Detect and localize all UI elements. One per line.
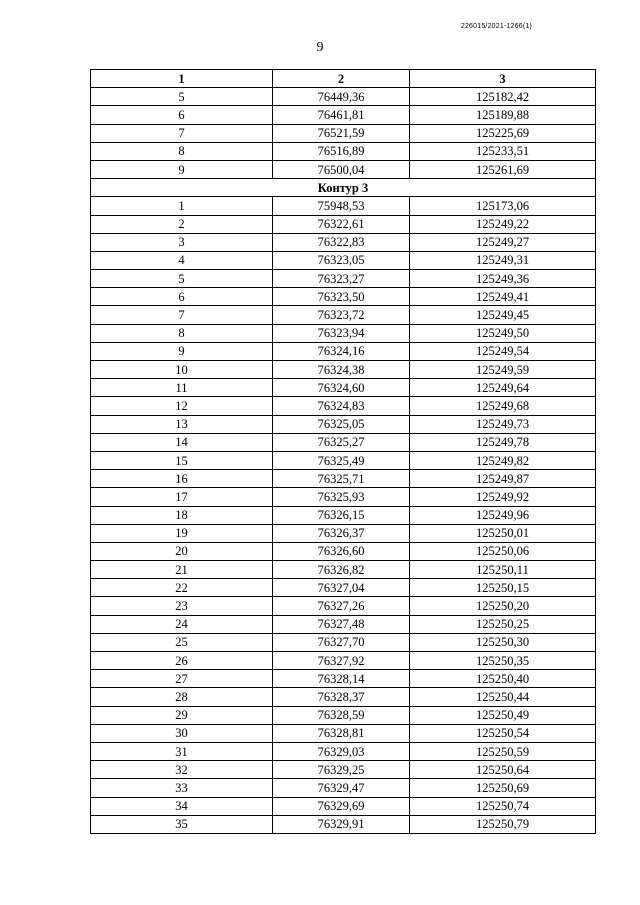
column-header: 1 [91,70,273,88]
y-coordinate-cell: 125250,40 [410,670,596,688]
y-coordinate-cell: 125250,69 [410,779,596,797]
table-row [91,742,596,760]
point-number-cell: 30 [91,724,273,742]
y-coordinate-cell: 125249,82 [410,451,596,469]
table-row [91,415,596,433]
table-row [91,142,596,160]
point-number-cell: 13 [91,415,273,433]
point-number-cell: 28 [91,688,273,706]
x-coordinate-cell: 76328,59 [273,706,410,724]
y-coordinate-cell: 125189,88 [410,106,596,124]
point-number-cell: 32 [91,761,273,779]
x-coordinate-cell: 76328,37 [273,688,410,706]
y-coordinate-cell: 125249,87 [410,470,596,488]
x-coordinate-cell: 76325,27 [273,433,410,451]
x-coordinate-cell: 76449,36 [273,88,410,106]
point-number-cell: 7 [91,306,273,324]
point-number-cell: 5 [91,88,273,106]
x-coordinate-cell: 76324,60 [273,379,410,397]
document-id: 226015/2021-1266(1) [460,23,532,30]
point-number-cell: 17 [91,488,273,506]
y-coordinate-cell: 125250,79 [410,815,596,833]
point-number-cell: 33 [91,779,273,797]
table-row [91,397,596,415]
table-row [91,724,596,742]
x-coordinate-cell: 76323,05 [273,251,410,269]
y-coordinate-cell: 125249,54 [410,342,596,360]
y-coordinate-cell: 125250,59 [410,742,596,760]
point-number-cell: 34 [91,797,273,815]
point-number-cell: 7 [91,124,273,142]
point-number-cell: 4 [91,251,273,269]
y-coordinate-cell: 125249,45 [410,306,596,324]
x-coordinate-cell: 76328,14 [273,670,410,688]
x-coordinate-cell: 76461,81 [273,106,410,124]
table-row [91,506,596,524]
x-coordinate-cell: 76327,26 [273,597,410,615]
table-body-section [91,197,596,834]
y-coordinate-cell: 125250,01 [410,524,596,542]
table-row [91,306,596,324]
x-coordinate-cell: 76326,82 [273,561,410,579]
y-coordinate-cell: 125225,69 [410,124,596,142]
y-coordinate-cell: 125249,73 [410,415,596,433]
point-number-cell: 10 [91,361,273,379]
x-coordinate-cell: 76521,59 [273,124,410,142]
table-row [91,342,596,360]
table-row [91,815,596,833]
table-row [91,106,596,124]
table-row [91,688,596,706]
point-number-cell: 29 [91,706,273,724]
point-number-cell: 25 [91,633,273,651]
y-coordinate-cell: 125249,50 [410,324,596,342]
table-row [91,488,596,506]
x-coordinate-cell: 76329,69 [273,797,410,815]
section-header-row [91,179,596,197]
x-coordinate-cell: 76329,91 [273,815,410,833]
table-row [91,561,596,579]
point-number-cell: 22 [91,579,273,597]
y-coordinate-cell: 125249,78 [410,433,596,451]
y-coordinate-cell: 125249,31 [410,251,596,269]
table-row [91,361,596,379]
point-number-cell: 23 [91,597,273,615]
table-row [91,215,596,233]
y-coordinate-cell: 125250,54 [410,724,596,742]
point-number-cell: 8 [91,324,273,342]
x-coordinate-cell: 76322,83 [273,233,410,251]
point-number-cell: 9 [91,342,273,360]
x-coordinate-cell: 76516,89 [273,142,410,160]
point-number-cell: 20 [91,542,273,560]
point-number-cell: 6 [91,288,273,306]
page-number: 9 [316,40,324,55]
table-body-top [91,88,596,179]
table-row [91,251,596,269]
x-coordinate-cell: 76326,37 [273,524,410,542]
y-coordinate-cell: 125250,74 [410,797,596,815]
table-header-row [91,70,596,88]
x-coordinate-cell: 76324,16 [273,342,410,360]
x-coordinate-cell: 76325,49 [273,451,410,469]
table-row [91,652,596,670]
point-number-cell: 35 [91,815,273,833]
point-number-cell: 26 [91,652,273,670]
point-number-cell: 8 [91,142,273,160]
y-coordinate-cell: 125249,59 [410,361,596,379]
point-number-cell: 12 [91,397,273,415]
y-coordinate-cell: 125233,51 [410,142,596,160]
table-row [91,233,596,251]
x-coordinate-cell: 76324,83 [273,397,410,415]
x-coordinate-cell: 76327,04 [273,579,410,597]
y-coordinate-cell: 125250,64 [410,761,596,779]
y-coordinate-cell: 125182,42 [410,88,596,106]
x-coordinate-cell: 76325,93 [273,488,410,506]
x-coordinate-cell: 76323,50 [273,288,410,306]
table-row [91,797,596,815]
table-row [91,433,596,451]
y-coordinate-cell: 125249,68 [410,397,596,415]
table-row [91,779,596,797]
column-header: 3 [410,70,596,88]
table-row [91,761,596,779]
column-header: 2 [273,70,410,88]
point-number-cell: 9 [91,160,273,178]
y-coordinate-cell: 125249,22 [410,215,596,233]
table-row [91,160,596,178]
x-coordinate-cell: 76323,72 [273,306,410,324]
table-row [91,524,596,542]
table-row [91,615,596,633]
table-row [91,124,596,142]
x-coordinate-cell: 76326,15 [273,506,410,524]
table-row [91,197,596,215]
y-coordinate-cell: 125250,35 [410,652,596,670]
y-coordinate-cell: 125250,20 [410,597,596,615]
point-number-cell: 24 [91,615,273,633]
x-coordinate-cell: 76327,70 [273,633,410,651]
y-coordinate-cell: 125249,96 [410,506,596,524]
y-coordinate-cell: 125250,06 [410,542,596,560]
y-coordinate-cell: 125250,15 [410,579,596,597]
y-coordinate-cell: 125250,30 [410,633,596,651]
x-coordinate-cell: 76325,05 [273,415,410,433]
table-row [91,670,596,688]
point-number-cell: 5 [91,270,273,288]
x-coordinate-cell: 76329,25 [273,761,410,779]
y-coordinate-cell: 125249,64 [410,379,596,397]
x-coordinate-cell: 76323,94 [273,324,410,342]
y-coordinate-cell: 125249,27 [410,233,596,251]
table-row [91,597,596,615]
point-number-cell: 21 [91,561,273,579]
x-coordinate-cell: 76329,47 [273,779,410,797]
point-number-cell: 31 [91,742,273,760]
table-row [91,451,596,469]
point-number-cell: 2 [91,215,273,233]
table-row [91,470,596,488]
y-coordinate-cell: 125261,69 [410,160,596,178]
section-title: Контур 3 [91,179,596,197]
point-number-cell: 11 [91,379,273,397]
y-coordinate-cell: 125250,11 [410,561,596,579]
y-coordinate-cell: 125249,92 [410,488,596,506]
point-number-cell: 6 [91,106,273,124]
y-coordinate-cell: 125250,44 [410,688,596,706]
y-coordinate-cell: 125249,36 [410,270,596,288]
point-number-cell: 15 [91,451,273,469]
x-coordinate-cell: 76500,04 [273,160,410,178]
y-coordinate-cell: 125250,49 [410,706,596,724]
y-coordinate-cell: 125173,06 [410,197,596,215]
table-row [91,379,596,397]
x-coordinate-cell: 76324,38 [273,361,410,379]
point-number-cell: 1 [91,197,273,215]
table-row [91,88,596,106]
coordinates-table [90,69,596,834]
y-coordinate-cell: 125249,41 [410,288,596,306]
section-header-group [91,179,596,197]
point-number-cell: 18 [91,506,273,524]
table-row [91,324,596,342]
point-number-cell: 3 [91,233,273,251]
x-coordinate-cell: 75948,53 [273,197,410,215]
x-coordinate-cell: 76327,48 [273,615,410,633]
table-row [91,542,596,560]
table-row [91,579,596,597]
x-coordinate-cell: 76328,81 [273,724,410,742]
table-row [91,706,596,724]
y-coordinate-cell: 125250,25 [410,615,596,633]
x-coordinate-cell: 76326,60 [273,542,410,560]
point-number-cell: 16 [91,470,273,488]
table-row [91,633,596,651]
table-row [91,288,596,306]
x-coordinate-cell: 76322,61 [273,215,410,233]
point-number-cell: 19 [91,524,273,542]
x-coordinate-cell: 76329,03 [273,742,410,760]
point-number-cell: 27 [91,670,273,688]
table-row [91,270,596,288]
x-coordinate-cell: 76325,71 [273,470,410,488]
x-coordinate-cell: 76327,92 [273,652,410,670]
x-coordinate-cell: 76323,27 [273,270,410,288]
point-number-cell: 14 [91,433,273,451]
